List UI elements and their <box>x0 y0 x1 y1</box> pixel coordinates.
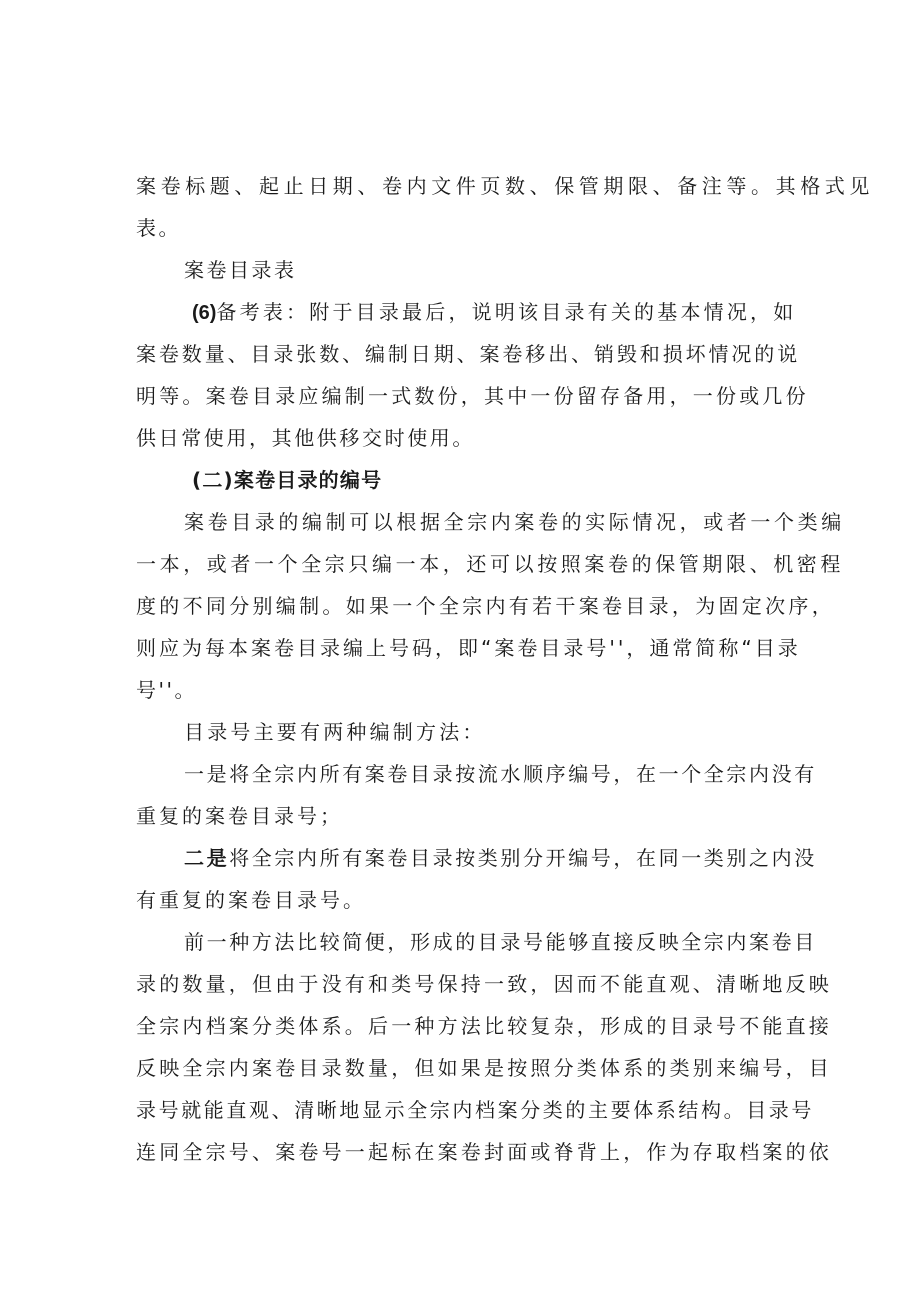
body-text-line: 案卷数量、目录张数、编制日期、案卷移出、销毁和损坏情况的说 <box>136 342 801 366</box>
body-text-line: 重复的案卷目录号； <box>136 804 343 828</box>
body-text-line: 前一种方法比较简便，形成的目录号能够直接反映全宗内案卷目 <box>184 930 817 954</box>
body-text: 备考表：附于目录最后，说明该目录有关的基本情况，如 <box>216 300 797 324</box>
body-text-line: 有重复的案卷目录号。 <box>136 888 366 912</box>
body-text-line: 录的数量，但由于没有和类号保持一致，因而不能直观、清晰地反映 <box>136 972 832 996</box>
body-text-line: 目录号主要有两种编制方法： <box>184 720 486 744</box>
item-6-paragraph <box>192 297 796 328</box>
bold-lead: 二是 <box>184 846 230 870</box>
body-text: 将全宗内所有案卷目录按类别分开编号，在同一类别之内没 <box>229 846 817 870</box>
body-text-line: 全宗内档案分类体系。后一种方法比较复杂，形成的目录号不能直接 <box>136 1014 832 1038</box>
body-text-line: 一是将全宗内所有案卷目录按流水顺序编号，在一个全宗内没有 <box>184 762 817 786</box>
body-text-line: 反映全宗内案卷目录数量，但如果是按照分类体系的类别来编号，目 <box>136 1056 832 1080</box>
body-text-line: 度的不同分别编制。如果一个全宗内有若干案卷目录，为固定次序， <box>136 594 835 618</box>
table-caption: 案卷目录表 <box>184 258 297 282</box>
body-text-line: 明等。案卷目录应编制一式数份，其中一份留存备用，一份或几份 <box>136 384 809 408</box>
body-text-line: 一本，或者一个全宗只编一本，还可以按照案卷的保管期限、机密程 <box>136 552 844 576</box>
body-text-line: 案卷目录的编制可以根据全宗内案卷的实际情况，或者一个类编 <box>184 510 845 534</box>
body-text-line: 号''。 <box>136 678 197 702</box>
item-number: (6) <box>192 302 217 324</box>
body-text-line: 录号就能直观、清晰地显示全宗内档案分类的主要体系结构。目录号 <box>136 1098 814 1122</box>
body-text-line: 表。 <box>136 216 181 240</box>
body-text-line: 连同全宗号、案卷号一起标在案卷封面或脊背上，作为存取档案的依 <box>136 1140 832 1164</box>
section-heading: (二)案卷目录的编号 <box>192 468 383 492</box>
method-two-paragraph <box>184 843 817 873</box>
body-text-line: 案卷标题、起止日期、卷内文件页数、保管期限、备注等。其格式见 <box>136 174 874 198</box>
body-text-line: 供日常使用，其他供移交时使用。 <box>136 426 475 450</box>
body-text-line: 则应为每本案卷目录编上号码，即“案卷目录号''，通常简称“目录 <box>136 636 801 660</box>
